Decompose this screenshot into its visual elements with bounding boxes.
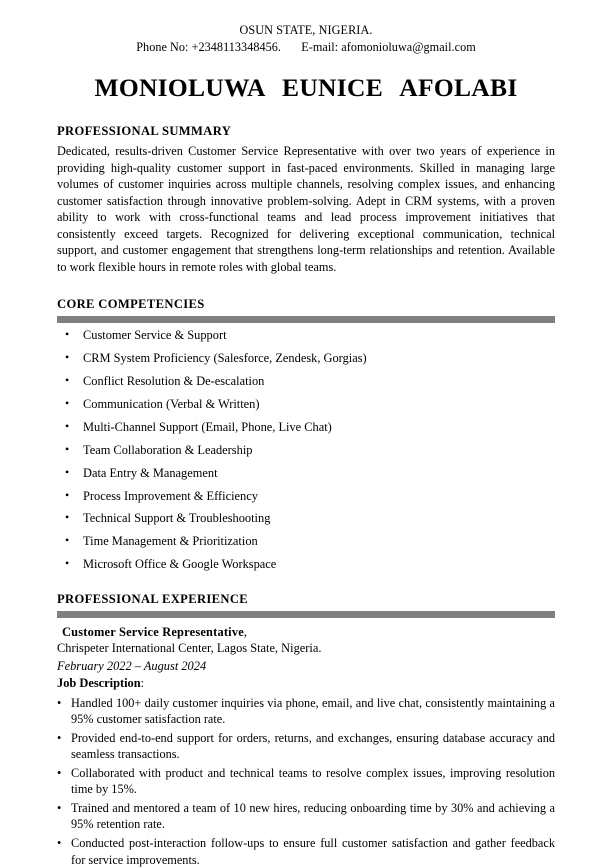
job-title-text: Customer Service Representative: [62, 624, 244, 639]
section-heading-summary: PROFESSIONAL SUMMARY: [57, 123, 232, 138]
list-item: • Communication (Verbal & Written): [57, 398, 555, 410]
job-description-label: [57, 675, 555, 692]
list-item: • Conflict Resolution & De-escalation: [57, 375, 555, 387]
section-heading-competencies: CORE COMPETENCIES: [57, 297, 205, 312]
list-item: • Microsoft Office & Google Workspace: [57, 558, 555, 570]
list-item: • Data Entry & Management: [57, 467, 555, 479]
contact-header: [57, 22, 555, 56]
phone-email-line: [57, 39, 555, 56]
list-item: • Time Management & Prioritization: [57, 535, 555, 547]
list-item: • Provided end-to-end support for orders, returns, and exchanges, ensuring database accuracy and seamless transactions.: [57, 730, 555, 763]
job-company: Chrispeter International Center, Lagos State, Nigeria.: [57, 641, 322, 656]
list-item: • Multi-Channel Support (Email, Phone, Live Chat): [57, 421, 555, 433]
list-item: • Trained and mentored a team of 10 new hires, reducing onboarding time by 30% and achieving a 95% retention rate.: [57, 800, 555, 833]
list-item: • Process Improvement & Efficiency: [57, 490, 555, 502]
list-item: • Conducted post-interaction follow-ups to ensure full customer satisfaction and gather feedback for service improvements.: [57, 835, 555, 868]
job-duty-list: [57, 695, 555, 868]
phone-label: Phone No:: [136, 39, 189, 54]
job-title: [57, 624, 555, 641]
list-item: • Team Collaboration & Leadership: [57, 444, 555, 456]
job-title-comma: ,: [243, 624, 248, 639]
list-item: • Customer Service & Support: [57, 329, 555, 341]
job-description-label-text: Job Description: [57, 676, 141, 691]
phone-value: +2348113348456.: [191, 39, 282, 54]
location-line: OSUN STATE, NIGERIA.: [239, 23, 373, 37]
competency-list: [57, 329, 555, 570]
job-description-colon: :: [140, 676, 145, 691]
list-item: • Handled 100+ daily customer inquiries via phone, email, and live chat, consistently maintaining a 95% customer satisfaction rate.: [57, 695, 555, 728]
email-value: afomonioluwa@gmail.com: [341, 39, 476, 54]
summary-text: Dedicated, results-driven Customer Service Representative with over two years of experience in providing high-quality customer support in fast-paced environments. Skilled in managing large volumes of customer inquiries across multiple channels, resolving complex issues, and enhancing customer satisfaction through innovative problem-solving. Adept in CRM systems, with a proven ability to work with cross-functional teams and lead process improvement initiatives that consistently exceed targets. Recognized for delivering exceptional communication, technical support, and customer engagement that strengthens long-term relationships and retention. Available to work flexible hours in remote roles with global teams.: [57, 143, 555, 274]
section-heading-experience: PROFESSIONAL EXPERIENCE: [57, 591, 249, 606]
candidate-name: MONIOLUWA EUNICE AFOLABI: [94, 72, 518, 102]
email-label: E-mail:: [301, 39, 339, 54]
divider-bar-experience: [57, 611, 555, 618]
list-item: • CRM System Proficiency (Salesforce, Zendesk, Gorgias): [57, 352, 555, 364]
list-item: • Technical Support & Troubleshooting: [57, 512, 555, 524]
divider-bar-competencies: [57, 316, 555, 323]
job-dates: February 2022 – August 2024: [57, 658, 207, 673]
list-item: • Collaborated with product and technical teams to resolve complex issues, improving resolution time by 15%.: [57, 765, 555, 798]
